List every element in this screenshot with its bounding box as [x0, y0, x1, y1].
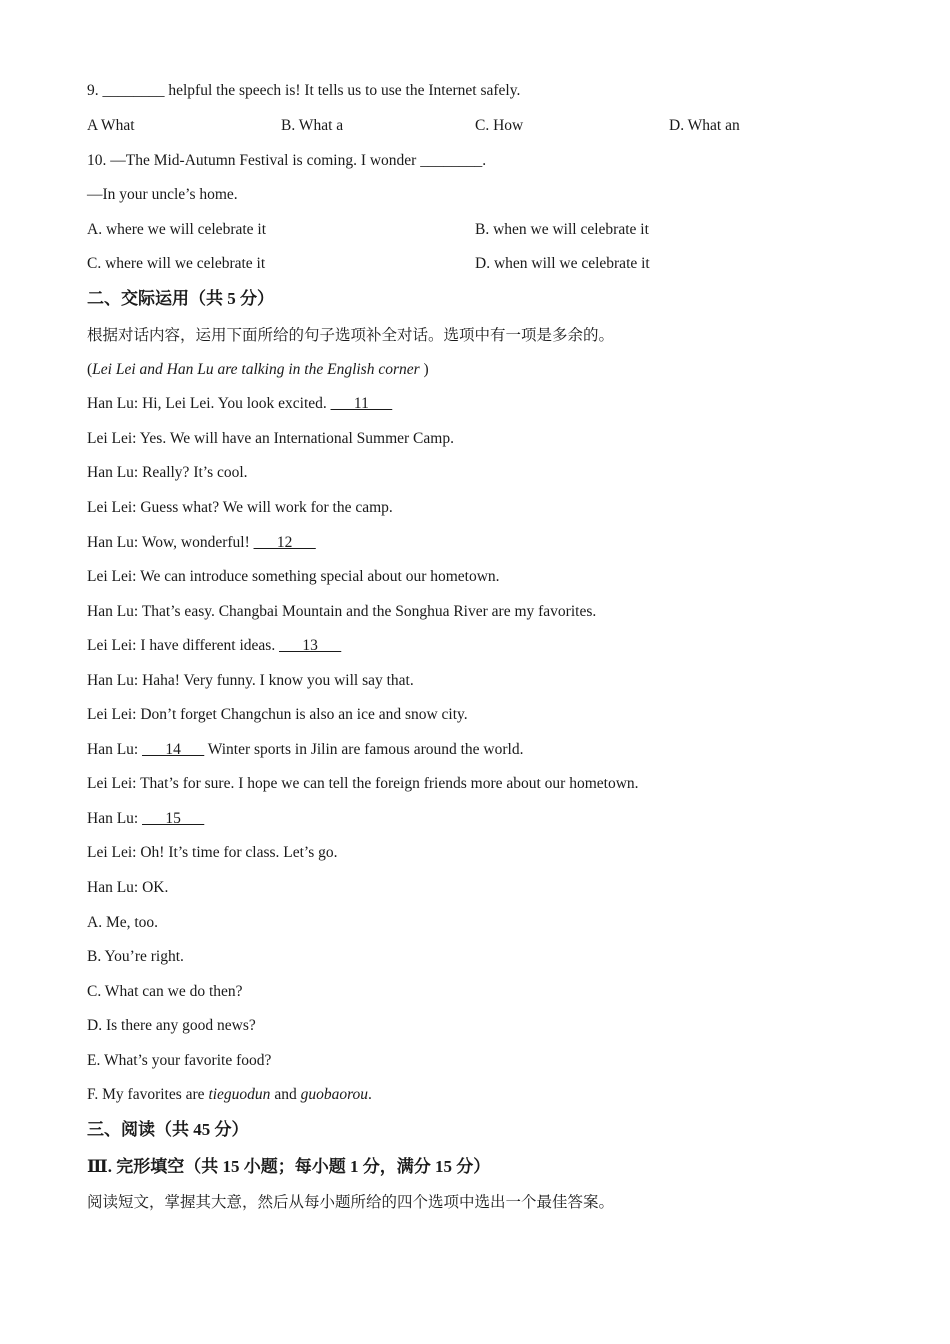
- line-text: Lei Lei: Don’t forget Changchun is also an ice and snow city.: [87, 706, 468, 723]
- q10-option-c[interactable]: C. where will we celebrate it: [87, 255, 266, 272]
- choice-b[interactable]: B. You’re right.: [87, 948, 184, 965]
- line-text: Han Lu: Really? It’s cool.: [87, 464, 248, 481]
- dialogue-line: [87, 602, 596, 622]
- choice-d[interactable]: D. Is there any good news?: [87, 1017, 256, 1034]
- dialogue-line: [87, 498, 393, 518]
- q10-option-b[interactable]: B. when we will celebrate it: [475, 221, 649, 238]
- line-text: Han Lu: Haha! Very funny. I know you will say that.: [87, 672, 414, 689]
- section3-title: 三、阅读（共 45 分）: [87, 1120, 249, 1139]
- context-open: (: [87, 361, 93, 378]
- context-close: ): [419, 361, 429, 378]
- choice-a[interactable]: A. Me, too.: [87, 914, 159, 931]
- choice-f-mid: and: [270, 1086, 301, 1103]
- dialogue-line: [87, 429, 454, 449]
- q9-option-b[interactable]: B. What a: [281, 117, 344, 134]
- dialogue-line: [87, 740, 523, 760]
- dialogue-context: [87, 360, 429, 380]
- section2-instruction: 根据对话内容，运用下面所给的句子选项补全对话。选项中有一项是多余的。: [87, 327, 615, 344]
- q10-stem: 10. —The Mid-Autumn Festival is coming. I wonder ________.: [87, 152, 487, 169]
- line-text: Lei Lei: Yes. We will have an International Summer Camp.: [87, 430, 454, 447]
- q9-option-a[interactable]: A What: [87, 117, 135, 134]
- choice-c[interactable]: C. What can we do then?: [87, 983, 243, 1000]
- blank-14[interactable]: ___14___: [142, 741, 205, 758]
- dialogue-line: [87, 671, 414, 691]
- q9-stem: 9. ________ helpful the speech is! It tells us to use the Internet safely.: [87, 82, 521, 99]
- choice-f-suffix: .: [368, 1086, 372, 1103]
- dialogue-line: [87, 463, 248, 483]
- line-text: Han Lu:: [87, 741, 143, 758]
- section3-instruction: 阅读短文，掌握其大意，然后从每小题所给的四个选项中选出一个最佳答案。: [87, 1194, 615, 1211]
- line-text: Han Lu:: [87, 810, 143, 827]
- section2-title: 二、交际运用（共 5 分）: [87, 289, 274, 308]
- dialogue-line: [87, 567, 500, 587]
- line-text: Lei Lei: We can introduce something special about our hometown.: [87, 568, 500, 585]
- line-text: Han Lu: Wow, wonderful!: [87, 534, 254, 551]
- dialogue-line: [87, 843, 338, 863]
- dialogue-line: [87, 636, 341, 656]
- dialogue-line: [87, 705, 468, 725]
- blank-13[interactable]: ___13___: [279, 637, 342, 654]
- dialogue-line: [87, 774, 639, 794]
- q10-option-a[interactable]: A. where we will celebrate it: [87, 221, 267, 238]
- choice-f-word2: guobaorou: [300, 1086, 369, 1103]
- line-text: Lei Lei: Oh! It’s time for class. Let’s go.: [87, 844, 338, 861]
- line-text: Han Lu: Hi, Lei Lei. You look excited.: [87, 395, 331, 412]
- line-text: Han Lu: OK.: [87, 879, 169, 896]
- choice-f-word1: tieguodun: [208, 1086, 271, 1103]
- blank-11[interactable]: ___11___: [330, 395, 393, 412]
- context-text: Lei Lei and Han Lu are talking in the English corner: [92, 361, 420, 378]
- blank-12[interactable]: ___12___: [253, 534, 316, 551]
- section3-subtitle: Ⅲ. 完形填空（共 15 小题；每小题 1 分，满分 15 分）: [87, 1157, 491, 1176]
- line-text: Lei Lei: Guess what? We will work for the camp.: [87, 499, 393, 516]
- blank-15[interactable]: ___15___: [142, 810, 205, 827]
- dialogue-line: [87, 394, 392, 414]
- q10-reply: —In your uncle’s home.: [87, 186, 238, 203]
- dialogue-line: [87, 809, 204, 829]
- choice-f[interactable]: [87, 1085, 372, 1105]
- q9-option-d[interactable]: D. What an: [669, 117, 740, 134]
- line-text: Lei Lei: I have different ideas.: [87, 637, 280, 654]
- choice-f-prefix: F. My favorites are: [87, 1086, 209, 1103]
- line-text: Lei Lei: That’s for sure. I hope we can tell the foreign friends more about our hometown.: [87, 775, 639, 792]
- line-text-after: Winter sports in Jilin are famous around the world.: [204, 741, 524, 758]
- dialogue-line: [87, 878, 168, 898]
- dialogue-line: [87, 533, 316, 553]
- line-text: Han Lu: That’s easy. Changbai Mountain and the Songhua River are my favorites.: [87, 603, 597, 620]
- q10-option-d[interactable]: D. when will we celebrate it: [475, 255, 650, 272]
- choice-e[interactable]: E. What’s your favorite food?: [87, 1052, 272, 1069]
- q9-option-c[interactable]: C. How: [475, 117, 524, 134]
